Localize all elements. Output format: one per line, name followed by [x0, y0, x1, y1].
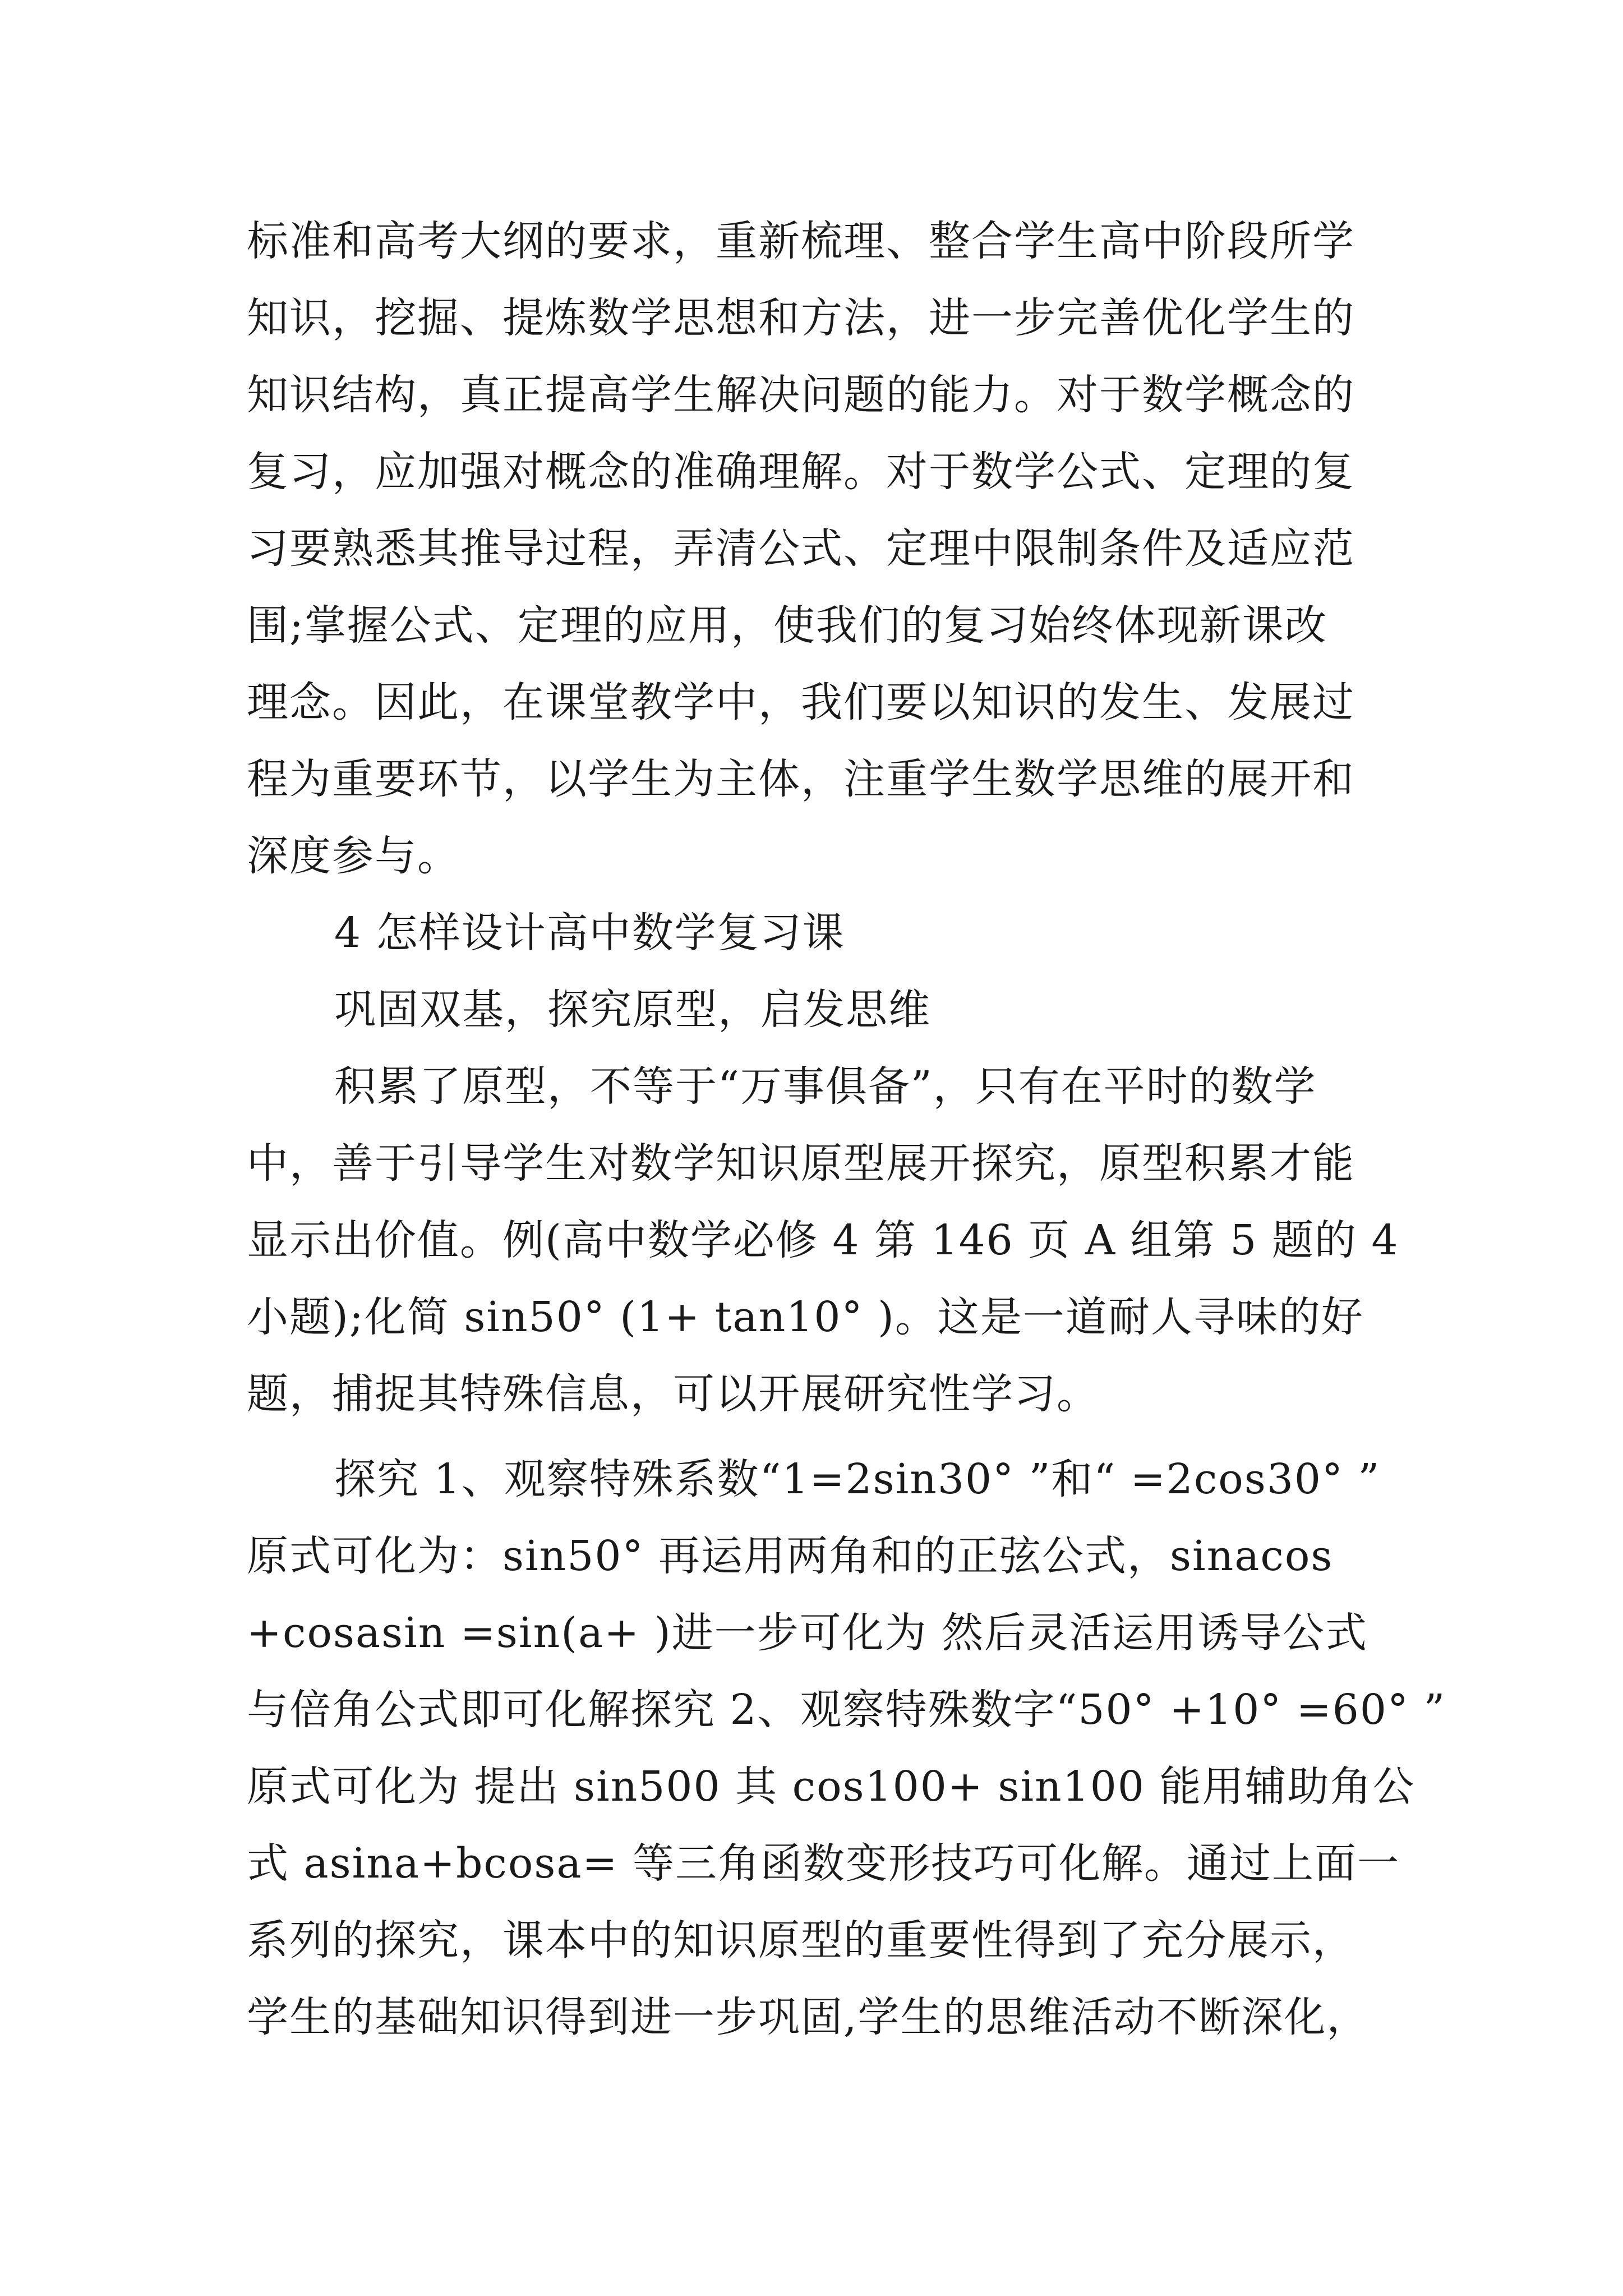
text-line: 知识结构，真正提高学生解决问题的能力。对于数学概念的 [247, 371, 1355, 419]
text-line: 原式可化为：sin50° 再运用两角和的正弦公式，sinacos [247, 1532, 1334, 1580]
text-line: 习要熟悉其推导过程，弄清公式、定理中限制条件及适应范 [247, 524, 1355, 573]
text-line: 显示出价值。例(高中数学必修 4 第 146 页 A 组第 5 题的 4 [247, 1216, 1399, 1264]
text-line: 学生的基础知识得到进一步巩固,学生的思维活动不断深化， [247, 1993, 1370, 2041]
text-line: 标准和高考大纲的要求，重新梳理、整合学生高中阶段所学 [247, 217, 1355, 265]
text-line: 与倍角公式即可化解探究 2、观察特殊数字“50° +10° =60° ” [247, 1686, 1446, 1734]
text-line: 积累了原型，不等于“万事俱备”，只有在平时的数学 [334, 1062, 1317, 1111]
text-line: 式 asina+bcosa= 等三角函数变形技巧可化解。通过上面一 [247, 1839, 1400, 1888]
text-line: 复习，应加强对概念的准确理解。对于数学公式、定理的复 [247, 448, 1355, 496]
text-line: 深度参与。 [247, 832, 460, 880]
text-line: 原式可化为 提出 sin500 其 cos100+ sin100 能用辅助角公 [247, 1763, 1415, 1811]
text-line: 理念。因此，在课堂教学中，我们要以知识的发生、发展过 [247, 678, 1355, 726]
text-line: 中，善于引导学生对数学知识原型展开探究，原型积累才能 [247, 1139, 1355, 1188]
text-line: 题，捕捉其特殊信息，可以开展研究性学习。 [247, 1370, 1099, 1418]
sub-heading: 巩固双基，探究原型，启发思维 [334, 986, 931, 1034]
text-line: 程为重要环节，以学生为主体，注重学生数学思维的展开和 [247, 755, 1355, 803]
text-line: 围;掌握公式、定理的应用，使我们的复习始终体现新课改 [247, 601, 1327, 650]
text-line: +cosasin =sin(a+ )进一步可化为 然后灵活运用诱导公式 [247, 1609, 1368, 1657]
text-line: 小题);化简 sin50° (1+ tan10° )。这是一道耐人寻味的好 [247, 1293, 1364, 1341]
text-line: 知识，挖掘、提炼数学思想和方法，进一步完善优化学生的 [247, 294, 1355, 342]
section-heading: 4 怎样设计高中数学复习课 [334, 909, 845, 957]
text-line: 系列的探究，课本中的知识原型的重要性得到了充分展示， [247, 1916, 1355, 1964]
text-line: 探究 1、观察特殊系数“1=2sin30° ”和“ =2cos30° ” [334, 1455, 1381, 1503]
